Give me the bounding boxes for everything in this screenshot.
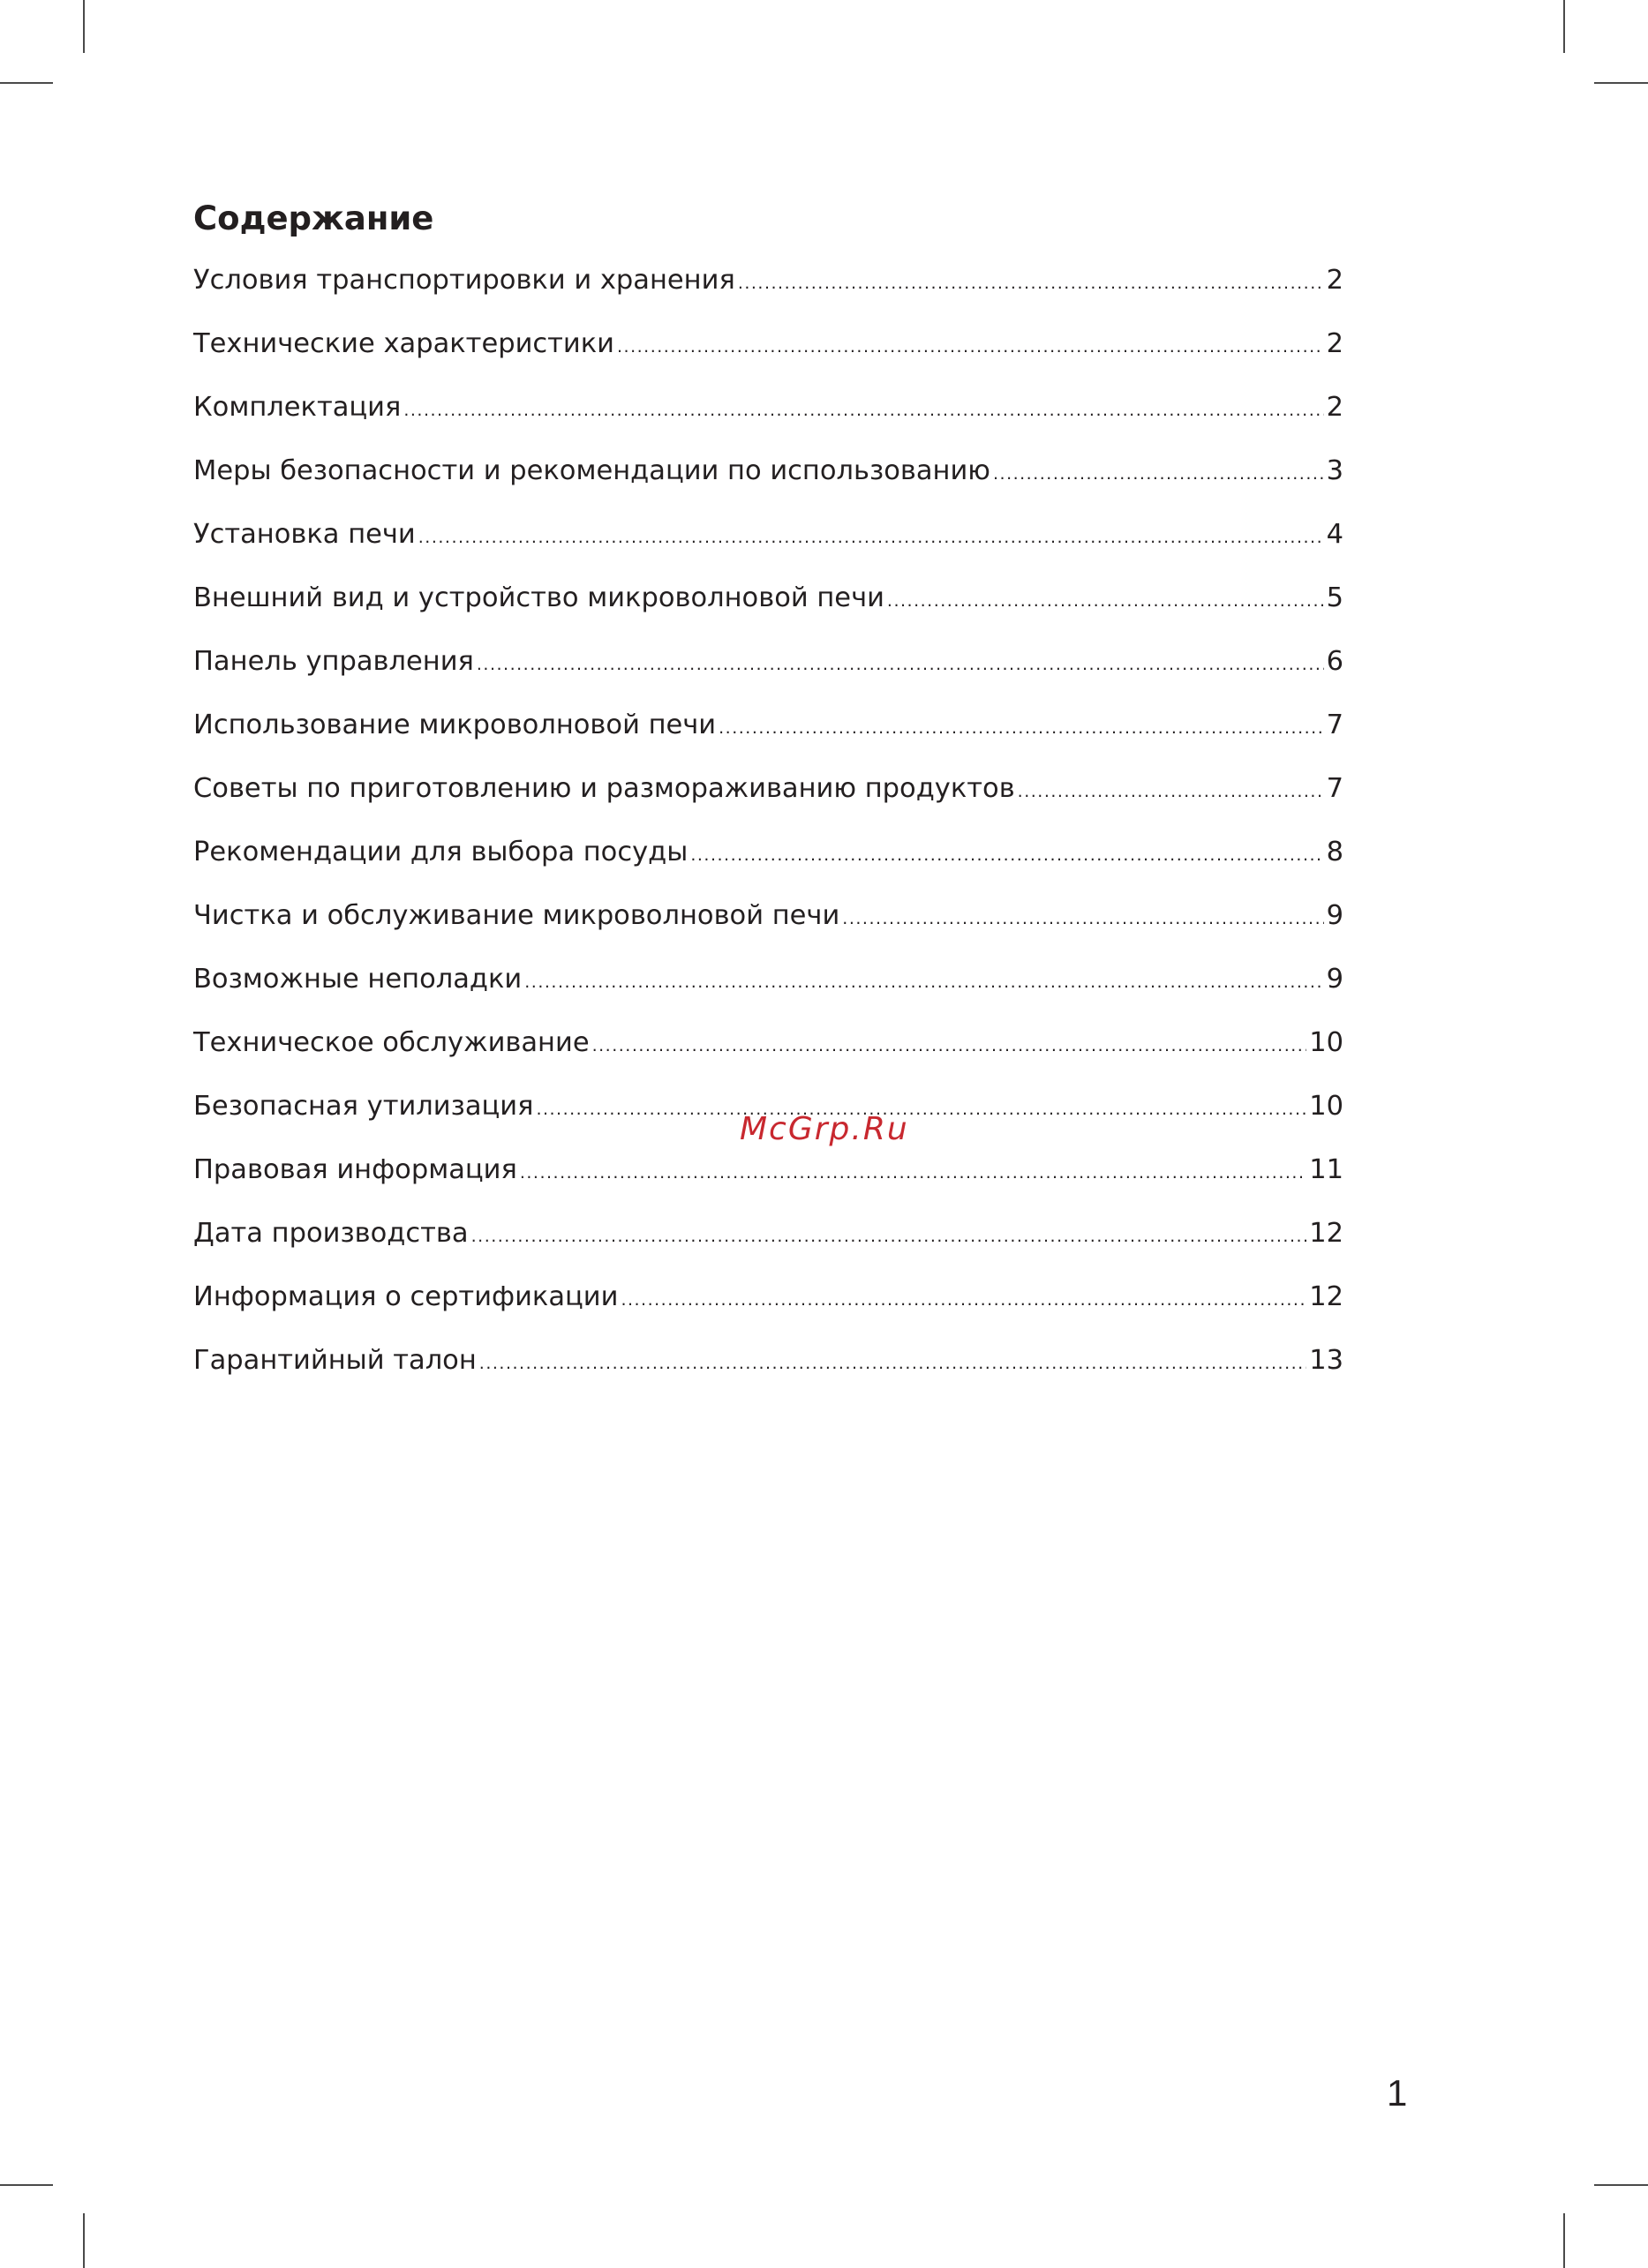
- toc-entry-label: Правовая информация: [193, 1154, 517, 1185]
- toc-entry-label: Меры безопасности и рекомендации по использованию: [193, 455, 990, 486]
- toc-entry-label: Панель управления: [193, 646, 474, 677]
- toc-dot-leader: [719, 718, 1323, 738]
- toc-title: Содержание: [193, 199, 434, 237]
- toc-entry[interactable]: [193, 900, 1343, 964]
- toc-dot-leader: [887, 591, 1324, 611]
- toc-entry-label: Техническое обслуживание: [193, 1027, 590, 1058]
- toc-entry-label: Установка печи: [193, 519, 416, 550]
- crop-mark-top-left-horizontal: [0, 82, 53, 84]
- crop-mark-bottom-left-vertical: [83, 2213, 85, 2268]
- toc-entry-page-number: 13: [1309, 1345, 1343, 1376]
- crop-mark-bottom-right-vertical: [1563, 2213, 1565, 2268]
- toc-dot-leader: [617, 337, 1324, 357]
- toc-dot-leader: [520, 1163, 1306, 1183]
- toc-entry[interactable]: [193, 1218, 1343, 1281]
- toc-dot-leader: [524, 973, 1323, 992]
- toc-entry[interactable]: [193, 1345, 1343, 1408]
- toc-entry-page-number: 7: [1326, 773, 1343, 804]
- toc-entry[interactable]: [193, 392, 1343, 455]
- toc-entry-page-number: 9: [1326, 964, 1343, 995]
- toc-entry-label: Использование микроволновой печи: [193, 710, 717, 740]
- toc-dot-leader: [690, 845, 1323, 865]
- toc-entry-page-number: 12: [1309, 1218, 1343, 1249]
- toc-dot-leader: [536, 1100, 1306, 1119]
- page-number: 1: [1387, 2072, 1408, 2114]
- toc-dot-leader: [842, 909, 1323, 928]
- crop-mark-top-right-horizontal: [1594, 82, 1648, 84]
- crop-mark-top-left-vertical: [83, 0, 85, 53]
- toc-entry-page-number: 2: [1326, 328, 1343, 359]
- toc-entry-label: Дата производства: [193, 1218, 469, 1249]
- toc-entry-page-number: 2: [1326, 392, 1343, 423]
- toc-entry[interactable]: [193, 519, 1343, 582]
- toc-entry-label: Возможные неполадки: [193, 964, 523, 995]
- crop-mark-bottom-left-horizontal: [0, 2184, 53, 2186]
- crop-mark-top-right-vertical: [1563, 0, 1565, 53]
- toc-entry-label: Безопасная утилизация: [193, 1091, 534, 1122]
- toc-entry-page-number: 11: [1309, 1154, 1343, 1185]
- toc-list: [193, 265, 1343, 1408]
- toc-dot-leader: [471, 1227, 1307, 1246]
- toc-entry[interactable]: [193, 710, 1343, 773]
- toc-entry-label: Гарантийный талон: [193, 1345, 477, 1376]
- toc-entry-label: Условия транспортировки и хранения: [193, 265, 735, 296]
- toc-dot-leader: [418, 528, 1324, 547]
- toc-entry-label: Технические характеристики: [193, 328, 614, 359]
- toc-entry-page-number: 9: [1326, 900, 1343, 931]
- toc-entry[interactable]: [193, 582, 1343, 646]
- toc-dot-leader: [479, 1354, 1306, 1373]
- toc-entry-label: Комплектация: [193, 392, 402, 423]
- toc-entry-label: Рекомендации для выбора посуды: [193, 837, 689, 867]
- toc-dot-leader: [993, 464, 1324, 484]
- toc-entry-label: Чистка и обслуживание микроволновой печи: [193, 900, 840, 931]
- toc-entry-page-number: 5: [1326, 582, 1343, 613]
- toc-dot-leader: [621, 1290, 1306, 1310]
- toc-entry[interactable]: [193, 265, 1343, 328]
- toc-entry[interactable]: [193, 1154, 1343, 1218]
- toc-entry[interactable]: [193, 1027, 1343, 1091]
- crop-mark-bottom-right-horizontal: [1594, 2184, 1648, 2186]
- toc-dot-leader: [738, 274, 1324, 293]
- toc-dot-leader: [403, 401, 1323, 420]
- toc-entry[interactable]: [193, 773, 1343, 837]
- watermark-text: McGrp.Ru: [740, 1111, 909, 1147]
- toc-dot-leader: [592, 1036, 1307, 1055]
- toc-entry[interactable]: [193, 1281, 1343, 1345]
- toc-entry[interactable]: [193, 964, 1343, 1027]
- toc-entry-label: Внешний вид и устройство микроволновой печи: [193, 582, 884, 613]
- toc-entry-page-number: 6: [1326, 646, 1343, 677]
- toc-entry-page-number: 8: [1326, 837, 1343, 867]
- toc-entry-page-number: 10: [1309, 1091, 1343, 1122]
- toc-entry-page-number: 2: [1326, 265, 1343, 296]
- toc-entry-label: Информация о сертификации: [193, 1281, 619, 1312]
- toc-entry[interactable]: [193, 646, 1343, 710]
- toc-dot-leader: [477, 655, 1324, 674]
- toc-entry-label: Советы по приготовлению и размораживанию продуктов: [193, 773, 1015, 804]
- toc-entry-page-number: 12: [1309, 1281, 1343, 1312]
- toc-entry-page-number: 4: [1326, 519, 1343, 550]
- toc-entry[interactable]: [193, 455, 1343, 519]
- toc-entry[interactable]: [193, 837, 1343, 900]
- toc-dot-leader: [1018, 782, 1324, 801]
- toc-entry-page-number: 7: [1326, 710, 1343, 740]
- toc-entry-page-number: 10: [1309, 1027, 1343, 1058]
- toc-entry[interactable]: [193, 328, 1343, 392]
- toc-entry-page-number: 3: [1326, 455, 1343, 486]
